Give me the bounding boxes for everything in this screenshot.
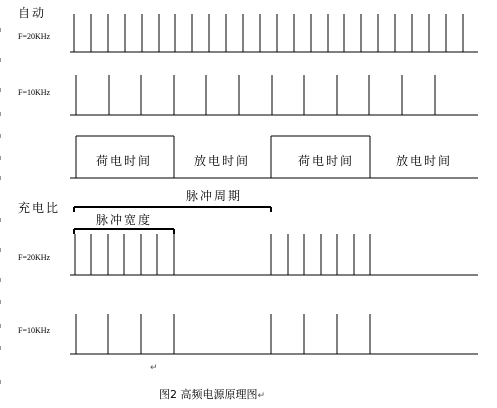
return-mark: ↵ xyxy=(150,363,158,373)
discharge-time-label-1: 放电时间 xyxy=(194,154,251,168)
auto-mode-label: 自动 xyxy=(18,6,47,20)
return-mark: ↵ xyxy=(257,391,266,401)
pulse-width-label: 脉冲宽度 xyxy=(96,213,153,227)
figure-caption-text: 图2 高频电源原理图 xyxy=(159,388,258,401)
charge-ratio-label: 充电比 xyxy=(18,201,61,215)
charge-time-label-1: 荷电时间 xyxy=(96,154,153,168)
charge-time-label-2: 荷电时间 xyxy=(298,154,355,168)
pulse-period-label: 脉冲周期 xyxy=(186,189,243,203)
discharge-time-label-2: 放电时间 xyxy=(396,154,453,168)
freq-label-20khz-ratio: F=20KHz xyxy=(18,253,51,262)
freq-label-10khz-auto: F=10KHz xyxy=(18,88,51,97)
freq-label-10khz-ratio: F=10KHz xyxy=(18,326,51,335)
freq-label-20khz-auto: F=20KHz xyxy=(18,32,51,41)
